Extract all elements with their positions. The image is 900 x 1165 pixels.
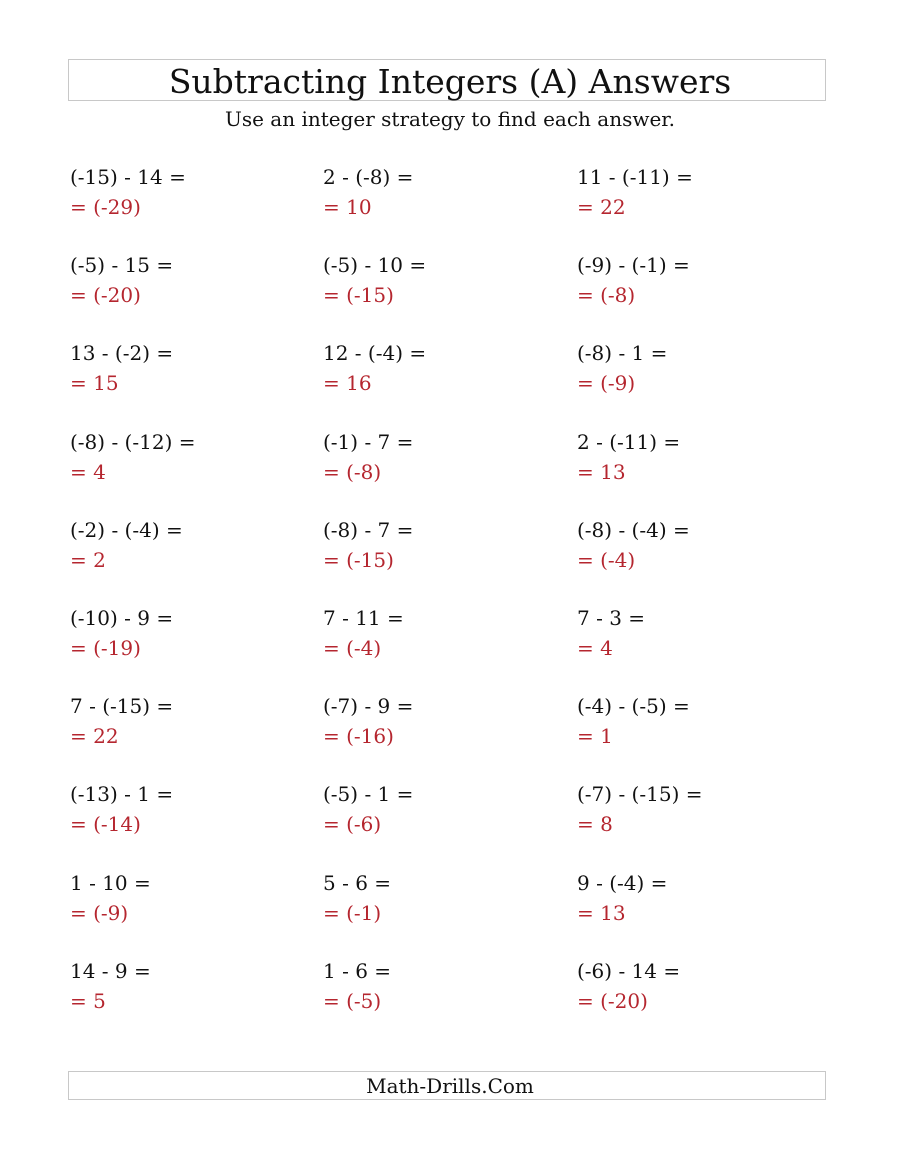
problem-question: (-2) - (-4) = (70, 517, 183, 542)
problem-answer: = 22 (70, 724, 119, 749)
problem-answer: = (-4) (323, 636, 382, 660)
problem-item (70, 694, 310, 748)
problem-question: 11 - (-11) = (577, 165, 693, 189)
problem-question: 2 - (-8) = (323, 165, 414, 189)
problem-item (70, 253, 310, 307)
problem-answer: = 16 (323, 371, 372, 396)
problem-answer: = 13 (577, 459, 626, 484)
problem-answer: = (-9) (70, 900, 129, 925)
problem-question: (-7) - (-15) = (577, 782, 703, 807)
problem-answer: = (-4) (577, 547, 636, 572)
problem-question: (-8) - 7 = (323, 517, 414, 542)
problem-answer: = (-14) (70, 812, 141, 837)
problem-item (323, 782, 563, 836)
problem-answer: = 4 (70, 459, 106, 484)
problem-question: 5 - 6 = (323, 870, 392, 895)
problem-item (70, 430, 310, 484)
problem-question: (-7) - 9 = (323, 694, 414, 719)
problem-item (323, 430, 563, 484)
problem-question: 1 - 6 = (323, 958, 392, 983)
problem-answer: = 10 (323, 195, 372, 219)
problem-question: 7 - (-15) = (70, 694, 174, 719)
problem-answer: = 5 (70, 988, 106, 1013)
problem-question: (-8) - (-4) = (577, 517, 690, 542)
problem-answer: = (-20) (70, 283, 141, 308)
problem-item (70, 606, 310, 660)
problem-item (323, 253, 563, 307)
problem-answer: = (-15) (323, 283, 394, 308)
problem-question: 2 - (-11) = (577, 429, 681, 454)
problem-question: 14 - 9 = (70, 958, 151, 983)
problem-item (577, 871, 817, 925)
problem-item (577, 518, 817, 572)
problem-answer: = (-19) (70, 636, 141, 660)
problem-answer: = (-29) (70, 195, 141, 219)
problem-question: 1 - 10 = (70, 870, 151, 895)
problem-item (70, 518, 310, 572)
problem-question: (-1) - 7 = (323, 429, 414, 454)
problem-question: (-8) - 1 = (577, 341, 668, 366)
problem-question: 9 - (-4) = (577, 870, 668, 895)
footer-credit: Math-Drills.Com (366, 1074, 534, 1098)
problem-answer: = (-5) (323, 988, 382, 1013)
problem-answer: = (-20) (577, 988, 648, 1013)
problem-answer: = (-15) (323, 547, 394, 572)
problem-answer: = 15 (70, 371, 119, 396)
instructions: Use an integer strategy to find each answer. (224, 107, 676, 131)
problem-item (70, 959, 310, 1013)
problem-answer: = 13 (577, 900, 626, 925)
problem-question: (-5) - 15 = (70, 253, 174, 278)
problem-item (577, 253, 817, 307)
problem-item (323, 694, 563, 748)
problem-question: (-6) - 14 = (577, 958, 681, 983)
problem-item (577, 341, 817, 395)
problem-item (70, 341, 310, 395)
problem-question: 7 - 11 = (323, 606, 404, 630)
problem-item (577, 165, 817, 219)
problem-item (577, 694, 817, 748)
problem-answer: = (-9) (577, 371, 636, 396)
problem-item (323, 341, 563, 395)
problem-item (323, 959, 563, 1013)
problem-item (323, 518, 563, 572)
problem-item (577, 959, 817, 1013)
problem-answer: = 1 (577, 724, 613, 749)
problem-question: (-15) - 14 = (70, 165, 186, 189)
problem-question: (-5) - 10 = (323, 253, 427, 278)
problem-item (323, 606, 563, 660)
problem-question: (-8) - (-12) = (70, 429, 196, 454)
problem-question: 13 - (-2) = (70, 341, 174, 366)
problem-question: (-13) - 1 = (70, 782, 174, 807)
problem-question: (-4) - (-5) = (577, 694, 690, 719)
page-title: Subtracting Integers (A) Answers (168, 62, 732, 101)
problem-question: (-9) - (-1) = (577, 253, 690, 278)
problem-item (70, 782, 310, 836)
problem-answer: = (-8) (323, 459, 382, 484)
problem-item (70, 871, 310, 925)
problem-answer: = (-16) (323, 724, 394, 749)
problem-answer: = 2 (70, 547, 106, 572)
problem-answer: = 22 (577, 195, 626, 219)
problem-answer: = (-1) (323, 900, 382, 925)
problem-question: 12 - (-4) = (323, 341, 427, 366)
problem-item (577, 606, 817, 660)
problem-answer: = (-6) (323, 812, 382, 837)
problem-item (577, 782, 817, 836)
problem-answer: = 4 (577, 636, 613, 660)
problem-item (70, 165, 310, 219)
problem-question: (-5) - 1 = (323, 782, 414, 807)
problem-item (323, 165, 563, 219)
problem-answer: = (-8) (577, 283, 636, 308)
problem-item (323, 871, 563, 925)
problem-answer: = 8 (577, 812, 613, 837)
problem-item (577, 430, 817, 484)
problem-question: 7 - 3 = (577, 606, 646, 630)
problem-question: (-10) - 9 = (70, 606, 174, 630)
